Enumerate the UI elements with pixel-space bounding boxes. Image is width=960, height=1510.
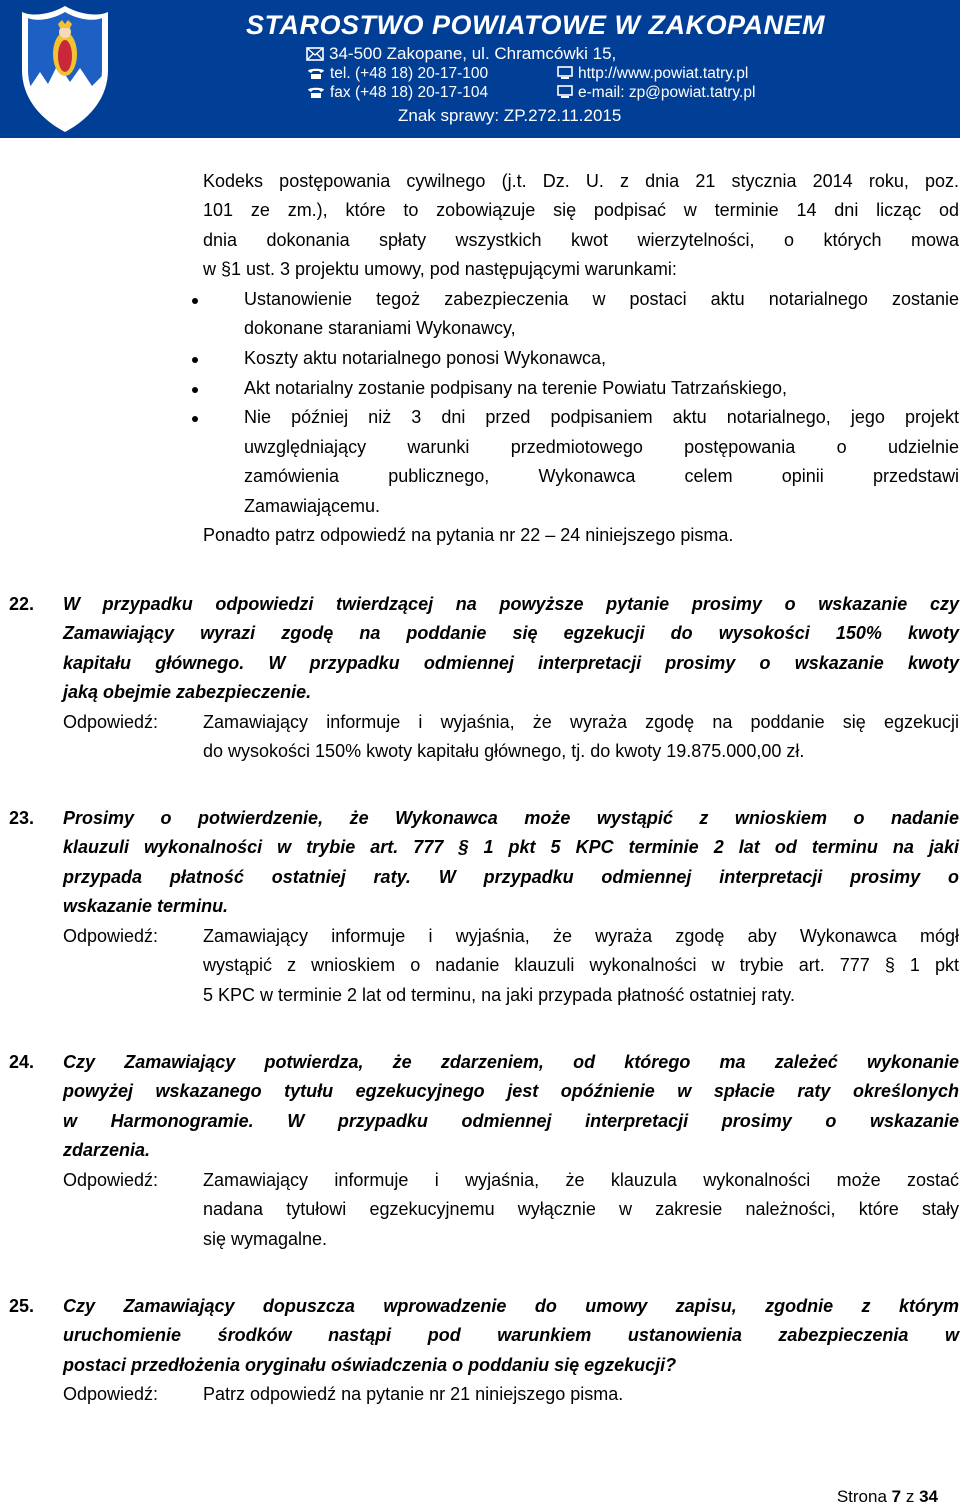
question-text: Zamawiający wyrazi zgodę na poddanie się egzekucji do wysokości 150% kwoty [63, 623, 959, 643]
question-text: W przypadku odpowiedzi twierdzącej na powyższe pytanie prosimy o wskazanie czy [63, 594, 959, 614]
question-text: zdarzenia. [63, 1140, 151, 1160]
question-text: klauzuli wykonalności w trybie art. 777 § 1 pkt 5 KPC terminie 2 lat od terminu na jaki [63, 837, 959, 857]
intro-line: dnia dokonania spłaty wszystkich kwot wierzytelności, o których mowa [203, 230, 959, 250]
phone-line [307, 65, 488, 83]
question-text: uruchomienie środków nastąpi pod warunkiem ustanowienia zabezpieczenia w [63, 1325, 959, 1345]
answer-text: do wysokości 150% kwoty kapitału głównego, tj. do kwoty 19.875.000,00 zł. [203, 741, 805, 761]
question-text: Czy Zamawiający potwierdza, że zdarzeniem, od którego ma zależeć wykonanie [63, 1052, 959, 1072]
fax-text: fax (+48 18) 20-17-104 [330, 84, 489, 101]
bullet-item-text: Nie później niż 3 dni przed podpisaniem aktu notarialnego, jego projekt [244, 407, 959, 427]
bullet-dot [192, 387, 198, 393]
intro-line: w §1 ust. 3 projektu umowy, pod następującymi warunkami: [203, 259, 677, 279]
fax-line [307, 84, 488, 102]
answer-label: Odpowiedź: [63, 1170, 159, 1190]
envelope-icon [306, 47, 324, 61]
bullet-item-text: dokonane staraniami Wykonawcy, [244, 318, 516, 338]
office-name: STAROSTWO POWIATOWE W ZAKOPANEM [246, 10, 825, 40]
bullet-item-text: Zamawiającemu. [244, 496, 381, 516]
website-link[interactable]: http://www.powiat.tatry.pl [578, 65, 749, 82]
letterhead [0, 0, 960, 138]
question-number: 25. [9, 1296, 35, 1316]
bullet-dot [192, 298, 198, 304]
phone-text: tel. (+48 18) 20-17-100 [330, 65, 489, 82]
bullet-dot [192, 357, 198, 363]
answer-label: Odpowiedź: [63, 1384, 159, 1404]
county-crest-logo [18, 2, 112, 136]
email-link[interactable]: e-mail: zp@powiat.tatry.pl [578, 84, 756, 101]
page-label: Strona [836, 1487, 887, 1506]
phone-icon [307, 86, 325, 99]
question-number: 22. [9, 594, 35, 614]
email-line[interactable] [557, 84, 755, 102]
intro-line: Kodeks postępowania cywilnego (j.t. Dz. U. z dnia 21 stycznia 2014 roku, poz. [203, 171, 959, 191]
computer-icon [557, 85, 573, 99]
question-text: w Harmonogramie. W przypadku odmiennej interpretacji prosimy o wskazanie [63, 1111, 959, 1131]
intro-note: Ponadto patrz odpowiedź na pytania nr 22 – 24 niniejszego pisma. [203, 525, 734, 545]
question-number: 24. [9, 1052, 35, 1072]
bullet-item-text: uwzględniający warunki przedmiotowego postępowania o udzielnie [244, 437, 959, 457]
page-number [837, 1487, 938, 1507]
case-number: Znak sprawy: ZP.272.11.2015 [398, 106, 622, 125]
question-text: postaci przedłożenia oryginału oświadczenia o poddaniu się egzekucji? [63, 1355, 677, 1375]
bullet-dot [192, 416, 198, 422]
answer-text: wystąpić z wnioskiem o nadanie klauzuli wykonalności w trybie art. 777 § 1 pkt [203, 955, 959, 975]
question-text: jaką obejmie zabezpieczenie. [63, 682, 312, 702]
answer-text: Zamawiający informuje i wyjaśnia, że klauzula wykonalności może zostać [203, 1170, 959, 1190]
question-number: 23. [9, 808, 35, 828]
question-text: przypada płatność ostatniej raty. W przypadku odmiennej interpretacji prosimy o [63, 867, 959, 887]
answer-text: Zamawiający informuje i wyjaśnia, że wyraża zgodę na poddanie się egzekucji [203, 712, 959, 732]
intro-line: 101 ze zm.), które to zobowiązuje się podpisać w terminie 14 dni licząc od [203, 200, 959, 220]
question-text: powyżej wskazanego tytułu egzekucyjnego jest opóźnienie w spłacie raty określonych [63, 1081, 959, 1101]
page-separator: z [905, 1487, 915, 1506]
total-pages: 34 [919, 1487, 938, 1506]
answer-text: Patrz odpowiedź na pytanie nr 21 niniejszego pisma. [203, 1384, 624, 1404]
answer-label: Odpowiedź: [63, 926, 159, 946]
answer-text: 5 KPC w terminie 2 lat od terminu, na jaki przypada płatność ostatniej raty. [203, 985, 795, 1005]
address-text: 34-500 Zakopane, ul. Chramcówki 15, [329, 44, 617, 63]
bullet-item-text: zamówienia publicznego, Wykonawca celem opinii przedstawi [244, 466, 959, 486]
bullet-item-text: Koszty aktu notarialnego ponosi Wykonawca, [244, 348, 607, 368]
question-text: kapitału głównego. W przypadku odmiennej interpretacji prosimy o wskazanie kwoty [63, 653, 959, 673]
phone-icon [307, 67, 325, 80]
bullet-item-text: Ustanowienie tegoż zabezpieczenia w postaci aktu notarialnego zostanie [244, 289, 959, 309]
answer-text: Zamawiający informuje i wyjaśnia, że wyraża zgodę aby Wykonawca mógł [203, 926, 959, 946]
current-page: 7 [891, 1487, 902, 1506]
answer-text: nadana tytułowi egzekucyjnemu wyłącznie w zakresie należności, które stały [203, 1199, 959, 1219]
question-text: wskazanie terminu. [63, 896, 229, 916]
bullet-item-text: Akt notarialny zostanie podpisany na terenie Powiatu Tatrzańskiego, [244, 378, 787, 398]
question-text: Prosimy o potwierdzenie, że Wykonawca może wystąpić z wnioskiem o nadanie [63, 808, 959, 828]
answer-label: Odpowiedź: [63, 712, 159, 732]
address-line [306, 44, 616, 64]
answer-text: się wymagalne. [203, 1229, 328, 1249]
computer-icon [557, 66, 573, 80]
question-text: Czy Zamawiający dopuszcza wprowadzenie do umowy zapisu, zgodnie z którym [63, 1296, 959, 1316]
website-line[interactable] [557, 65, 748, 83]
